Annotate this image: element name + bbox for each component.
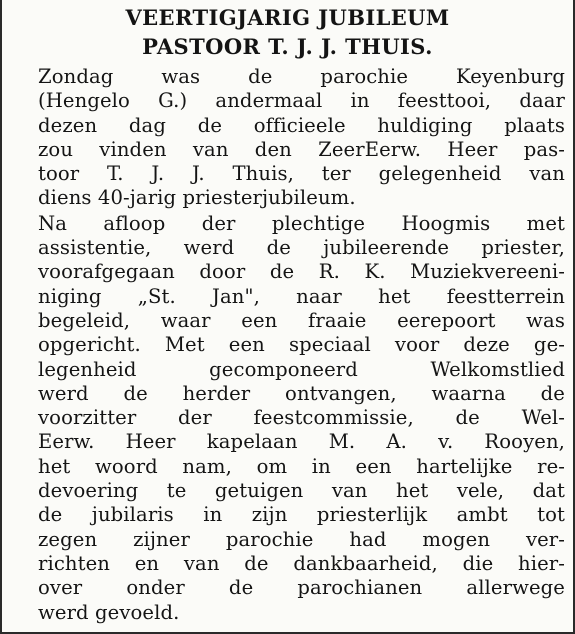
text-line: werd de herder ontvangen, waarna de — [38, 381, 565, 405]
text-line: Eerw. Heer kapelaan M. A. v. Rooyen, — [38, 430, 565, 454]
text-line: zou vinden van den ZeerEerw. Heer pas- — [38, 137, 565, 161]
text-line: de jubilaris in zijn priesterlijk ambt tot — [38, 503, 565, 527]
text-line: voorzitter der feestcommissie, de Wel- — [38, 406, 565, 430]
text-line: diens 40-jarig priesterjubileum. — [38, 186, 356, 210]
text-line: assistentie, werd de jubileerende priester, — [38, 236, 565, 260]
subheadline: PASTOOR T. J. J. THUIS. — [142, 34, 433, 59]
text-line: Na afloop der plechtige Hoogmis met — [38, 211, 565, 235]
text-line: begeleid, waar een fraaie eerepoort was — [38, 308, 565, 332]
text-line: opgericht. Met een speciaal voor deze ge- — [38, 333, 565, 357]
text-line: dezen dag de officieele huldiging plaats — [38, 113, 565, 137]
text-line: over onder de parochianen allerwege — [38, 576, 565, 600]
text-line: toor T. J. J. Thuis, ter gelegenheid van — [38, 162, 565, 186]
headline: VEERTIGJARIG JUBILEUM — [125, 5, 450, 30]
paragraph-2 — [16, 212, 565, 625]
article-body — [2, 61, 573, 625]
text-line: richten en van de dankbaarheid, die hier- — [38, 551, 565, 575]
text-line: (Hengelo G.) andermaal in feesttooi, daar — [38, 89, 565, 113]
text-line: devoering te getuigen van het vele, dat — [38, 479, 565, 503]
text-line: het woord nam, om in een hartelijke re- — [38, 454, 565, 478]
text-line: niging „St. Jan", naar het feestterrein — [38, 284, 565, 308]
text-line: legenheid gecomponeerd Welkomstlied — [38, 357, 565, 381]
paragraph-1 — [16, 65, 565, 211]
text-line: zegen zijner parochie had mogen ver- — [38, 527, 565, 551]
text-line: werd gevoeld. — [38, 600, 180, 624]
text-line: Zondag was de parochie Keyenburg — [38, 65, 565, 88]
text-line: voorafgegaan door de R. K. Muziekvereeni- — [38, 260, 565, 284]
article-heading — [2, 0, 573, 61]
